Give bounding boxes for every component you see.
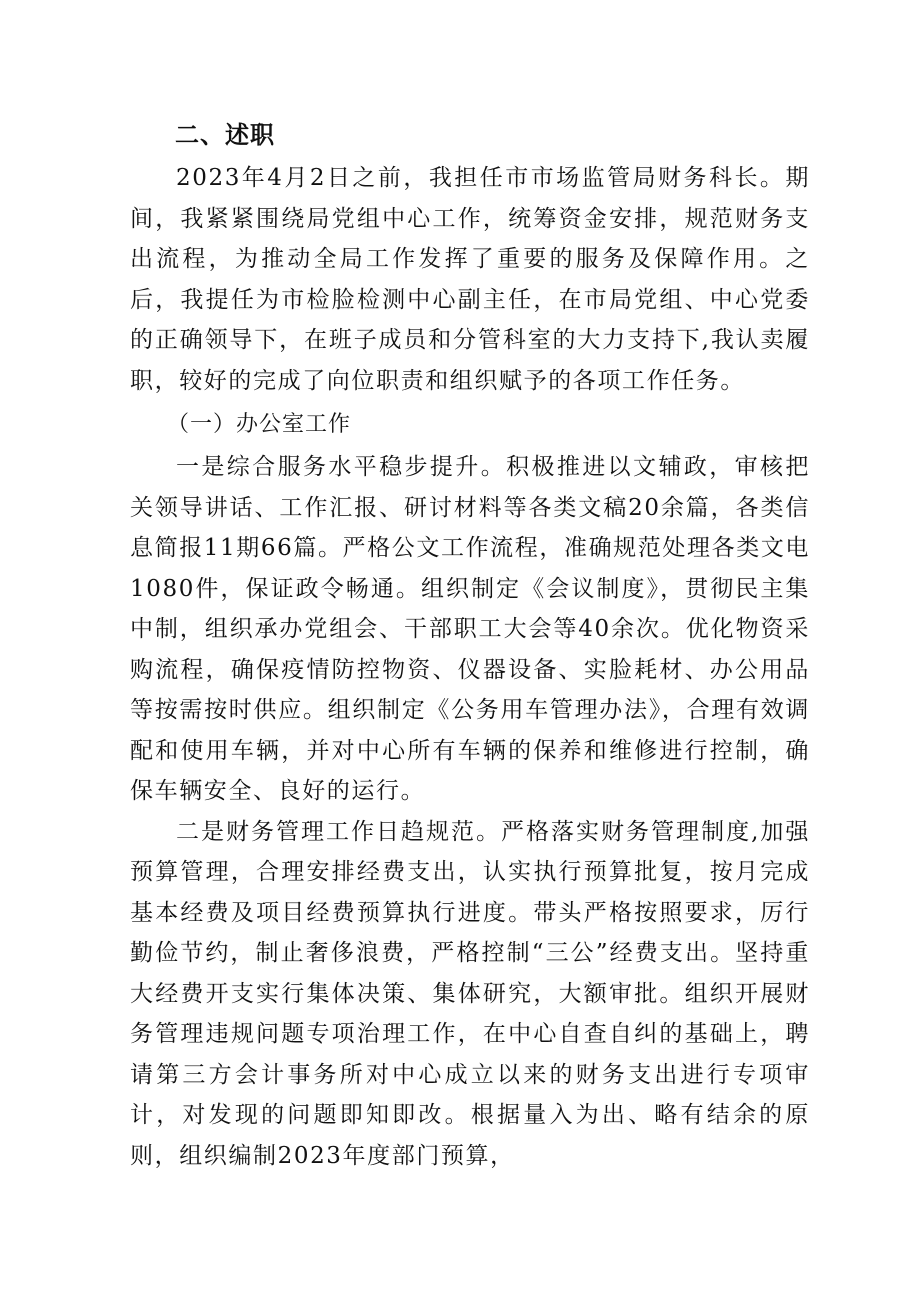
section-heading: 二、述职	[175, 121, 275, 149]
paragraph-office-service: 一是综合服务水平稳步提升。积极推进以文辅政，审核把关领导讲话、工作汇报、研讨材料等各类文稿20余篇，各类信息简报11期66篇。严格公文工作流程，准确规范处理各类文电1080件，保证政令畅通。组织制定《会议制度》，贯彻民主集中制，组织承办党组会、干部职工大会等40余次。优化物资采购流程，确保疫情防控物资、仪器设备、实脸耗材、办公用品等按需按时供应。组织制定《公务用车管理办法》，合理有效调配和使用车辆，并对中心所有车辆的保养和维修进行控制，确保车辆安全、良好的运行。	[130, 454, 810, 804]
paragraph-finance-management: 二是财务管理工作日趋规范。严格落实财务管理制度,加强预算管理，合理安排经费支出，认实执行预算批复，按月完成基本经费及项目经费预算执行进度。带头严格按照要求，厉行勤俭节约，制止奢侈浪费，严格控制“三公”经费支出。坚持重大经费开支实行集体决策、集体研究，大额审批。组织开展财务管理违规问题专项治理工作，在中心自查自纠的基础上，聘请第三方会计事务所对中心成立以来的财务支出进行专项审计，对发现的问题即知即改。根据量入为出、略有结余的原则，组织编制2023年度部门预算，	[130, 818, 810, 1169]
intro-paragraph: 2023年4月2日之前，我担任市市场监管局财务科长。期间，我紧紧围绕局党组中心工作，统筹资金安排，规范财务支出流程，为推动全局工作发挥了重要的服务及保障作用。之后，我提任为市检脸检测中心副主任，在市局党组、中心党委的正确领导下，在班子成员和分管科室的大力支持下,我认卖履职，较好的完成了向位职责和组织赋予的各项工作任务。	[130, 165, 810, 394]
document-body	[130, 112, 810, 1176]
subsection-heading: （一）办公室工作	[167, 412, 352, 437]
